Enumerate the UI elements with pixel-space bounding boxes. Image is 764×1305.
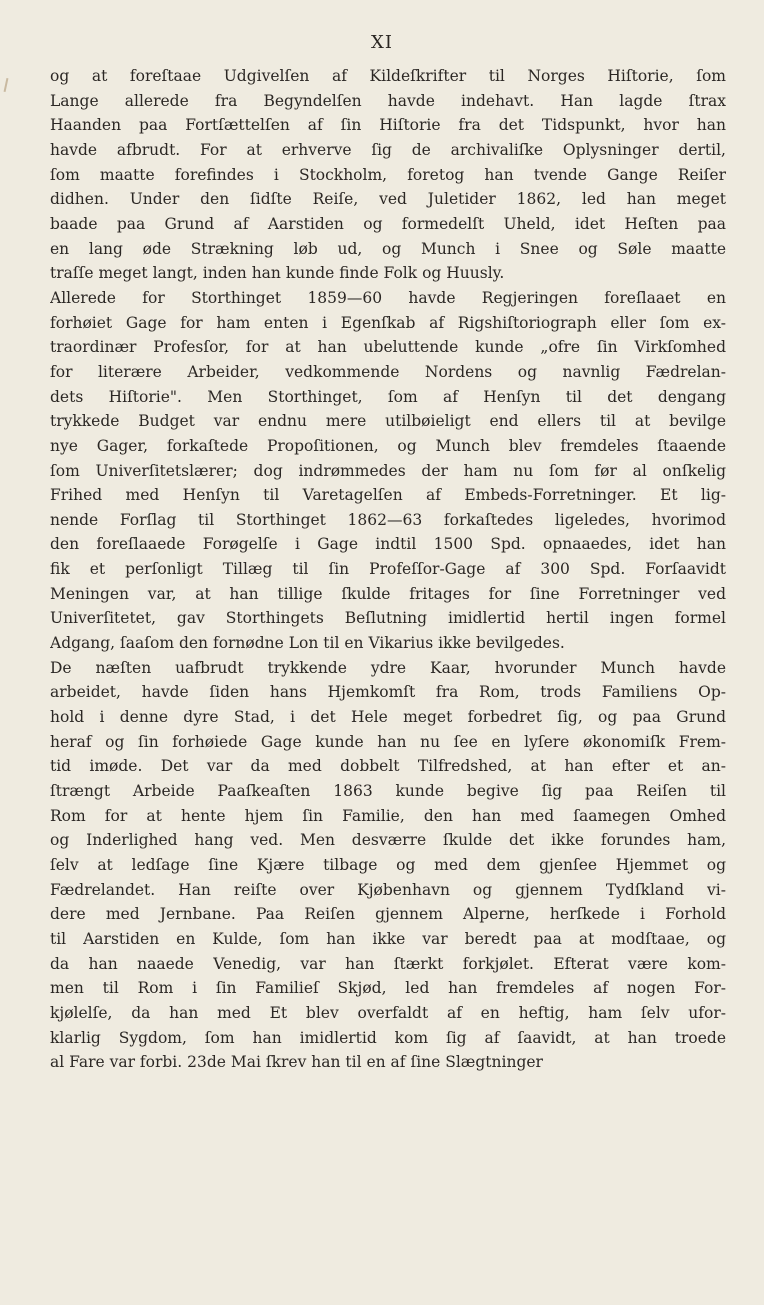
text-line: tid imøde. Det var da med dobbelt Tilfredshed, at han efter et an- (50, 757, 726, 776)
text-line: til Aarstiden en Kulde, ſom han ikke var beredt paa at modſtaae, og (50, 929, 726, 948)
text-line: kjølelſe, da han med Et blev overfaldt af en heftig, ham ſelv ufor- (50, 1003, 726, 1022)
text-line: klarlig Sygdom, ſom han imidlertid kom ſig af ſaavidt, at han troede (50, 1028, 726, 1047)
text-line: fik et perſonligt Tillæg til ſin Profeſſor-Gage af 300 Spd. Forſaavidt (50, 560, 726, 579)
text-line: Rom for at hente hjem ſin Familie, den han med ſaamegen Omhed (50, 806, 726, 825)
text-line: Fædrelandet. Han reiſte over Kjøbenhavn og gjennem Tydſkland vi- (50, 880, 726, 899)
text-line: Haanden paa Fortſættelſen af ſin Hiſtorie fra det Tidspunkt, hvor han (50, 116, 726, 135)
text-line: en lang øde Strækning løb ud, og Munch i Snee og Søle maatte (50, 239, 726, 258)
text-line: men til Rom i ſin Familieſ Skjød, led han fremdeles af nogen For- (50, 979, 726, 998)
text-line: al Fare var forbi. 23de Mai ſkrev han til en af ſine Slægtninger (50, 1053, 543, 1072)
text-line: Allerede for Storthinget 1859—60 havde Regjeringen foreſlaaet en (50, 288, 726, 307)
text-line: da han naaede Venedig, var han ſtærkt forkjølet. Efterat være kom- (50, 954, 726, 973)
text-line: Adgang, ſaaſom den fornødne Lon til en Vikarius ikke bevilgedes. (50, 634, 565, 653)
text-line: ſtrængt Arbeide Paaſkeaſten 1863 kunde begive ſig paa Reiſen til (50, 782, 726, 801)
text-line: den foreſlaaede Forøgelſe i Gage indtil 1500 Spd. opnaaedes, idet han (50, 535, 726, 554)
text-line: traſſe meget langt, inden han kunde finde Folk og Huusly. (50, 264, 505, 283)
text-line: Univerſitetet, gav Storthingets Beſlutning imidlertid hertil ingen formel (50, 609, 726, 628)
text-line: havde afbrudt. For at erhverve ſig de archivaliſke Oplysninger dertil, (50, 140, 726, 159)
text-line: nye Gager, forkaſtede Propoſitionen, og Munch blev fremdeles ſtaaende (50, 436, 726, 455)
text-line: hold i denne dyre Stad, i det Hele meget forbedret ſig, og paa Grund (50, 708, 726, 727)
text-line: Lange allerede fra Begyndelſen havde indehavt. Han lagde ſtrax (50, 91, 726, 110)
text-line: heraf og ſin forhøiede Gage kunde han nu ſee en lyſere økonomiſk Frem- (50, 732, 726, 751)
text-line: dere med Jernbane. Paa Reiſen gjennem Alperne, herſkede i Forhold (50, 905, 726, 924)
text-line: og at foreſtaae Udgivelſen af Kildeſkrifter til Norges Hiſtorie, ſom (50, 67, 726, 85)
text-line: dets Hiſtorie". Men Storthinget, ſom af Henſyn til det dengang (50, 387, 726, 406)
text-line: arbeidet, havde ſiden hans Hjemkomſt fra Rom, trods Familiens Op- (50, 683, 726, 702)
text-line: og Inderlighed hang ved. Men desværre ſkulde det ikke forundes ham, (50, 831, 726, 850)
text-line: ſom Univerſitetslærer; dog indrømmedes der ham nu ſom før al onſkelig (50, 461, 726, 480)
body-text (50, 64, 726, 1075)
text-line: nende Forſlag til Storthinget 1862—63 forkaſtedes ligeledes, hvorimod (50, 510, 726, 529)
text-line: baade paa Grund af Aarstiden og formedelſt Uheld, idet Heſten paa (50, 214, 726, 233)
text-line: for literære Arbeider, vedkommende Nordens og navnlig Fædrelan- (50, 362, 726, 381)
text-line: Frihed med Henſyn til Varetagelſen af Embeds-Forretninger. Et lig- (50, 486, 726, 505)
text-line: didhen. Under den ſidſte Reiſe, ved Juletider 1862, led han meget (50, 190, 726, 209)
text-line: ſom maatte forefindes i Stockholm, foretog han tvende Gange Reiſer (50, 165, 726, 184)
text-line: Meningen var, at han tillige ſkulde fritages for ſine Forretninger ved (50, 584, 726, 603)
text-line: De næſten uafbrudt trykkende ydre Kaar, hvorunder Munch havde (50, 658, 726, 677)
text-line: ſelv at ledſage ſine Kjære tilbage og med dem gjenſee Hjemmet og (50, 856, 726, 874)
text-line: forhøiet Gage for ham enten i Egenſkab af Rigshiſtoriograph eller ſom ex- (50, 313, 726, 332)
text-line: trykkede Budget var endnu mere utilbøieligt end ellers til at bevilge (50, 412, 726, 431)
page-number: XI (371, 32, 393, 53)
text-line: traordinær Profesſor, for at han ubeluttende kunde „ofre ſin Virkſomhed (50, 338, 726, 357)
margin-mark (4, 78, 9, 92)
